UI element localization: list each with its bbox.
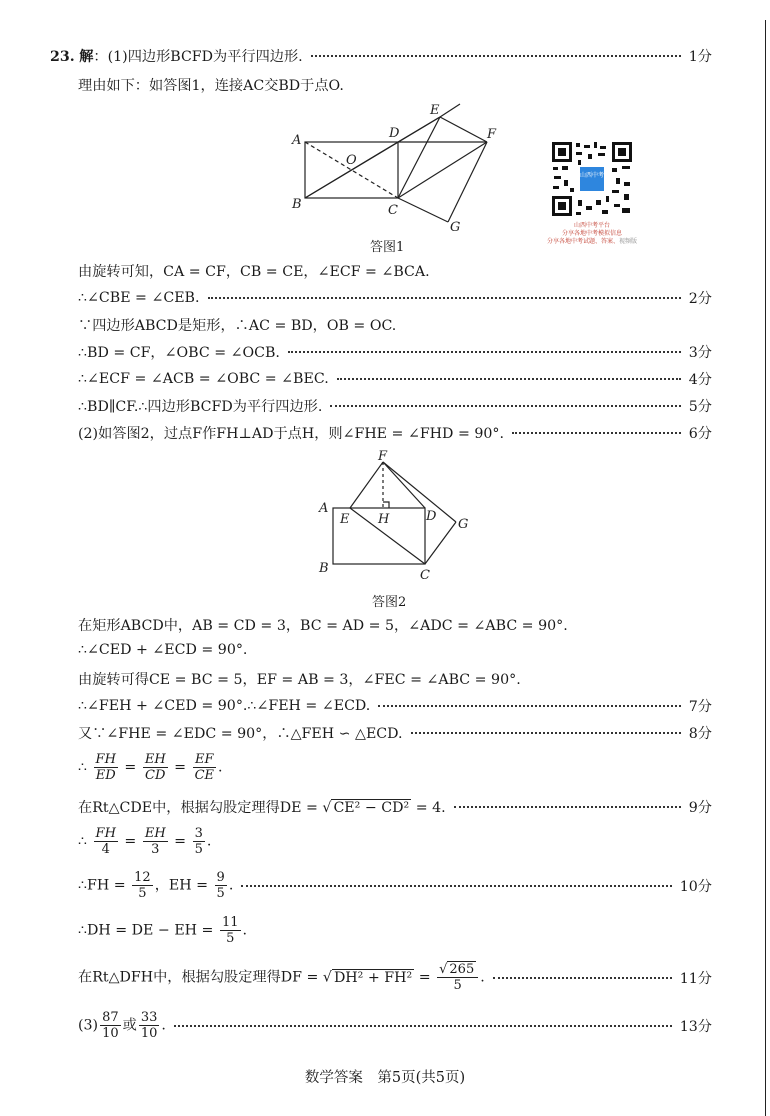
qr-line-2: 分享各地中考模拟信息 (561, 230, 622, 237)
fraction (139, 1010, 160, 1041)
line-text: 在矩形ABCD中，AB = CD = 3，BC = AD = 5，∠ADC = ∠ABC = 90°. (78, 618, 568, 634)
score: 11分 (679, 970, 712, 987)
denominator: 10 (140, 1026, 158, 1041)
figure-2-caption: 答图2 (372, 595, 407, 610)
line-text: = 4. (411, 800, 446, 816)
segment-ef (440, 117, 487, 142)
score: 1分 (688, 49, 712, 65)
label-G: G (458, 517, 469, 532)
denominator: 5 (216, 886, 225, 901)
fraction (94, 826, 118, 857)
label-E: E (340, 512, 350, 527)
numerator: 9 (216, 870, 225, 885)
score: 9分 (688, 800, 712, 816)
line-text: ∵四边形ABCD是矩形，∴AC = BD，OB = OC. (78, 318, 397, 334)
numerator: EH (144, 752, 166, 767)
label-E: E (430, 103, 440, 118)
line-text: 或 (122, 1017, 137, 1034)
numerator: EH (144, 826, 166, 841)
line-text: ：(1)四边形BCFD为平行四边形. (93, 49, 303, 65)
fraction (193, 826, 205, 857)
denominator: 5 (453, 978, 462, 993)
label-B: B (292, 197, 302, 212)
answer-line-11 (78, 642, 712, 658)
qr-line-4: 视频版 (619, 238, 638, 245)
label-C: C (388, 203, 398, 218)
denominator: ED (95, 768, 116, 783)
answer-label: 解 (79, 49, 94, 65)
denominator: 5 (194, 842, 203, 857)
fraction (100, 1010, 121, 1041)
figure-1-caption: 答图1 (370, 240, 405, 255)
answer-line-18: ∴FH = $\frac{12}{5}$ ，EH = $\frac{9}{5}$ . 10分 (78, 870, 712, 901)
numerator: 12 (134, 870, 151, 885)
answer-line-3 (78, 261, 712, 281)
right-angle-mark (383, 502, 389, 508)
extension-e (440, 104, 460, 117)
score: 10分 (679, 878, 712, 895)
fraction (94, 752, 118, 783)
qr-line-1: 山西中考平台 (573, 222, 610, 229)
therefore-sign: ∴ (78, 759, 88, 776)
line-text: ，EH = (154, 877, 213, 894)
denominator: 10 (102, 1026, 119, 1041)
line-text: 又∵∠FHE = ∠EDC = 90°，∴△FEH ∽ △ECD. (78, 726, 403, 742)
answer-line-21: (3) $\frac{87}{10}$ 或 $\frac{33}{10}$ . 13分 (78, 1010, 712, 1041)
line-text: ∴∠CED + ∠ECD = 90°. (78, 642, 248, 658)
qr-badge-text: 山西中考 (579, 172, 605, 179)
line-text: (3) (78, 1017, 99, 1034)
numerator: FH (95, 826, 116, 841)
line-text: 由旋转可知，CA = CF，CB = CE，∠ECF = ∠BCA. (78, 264, 430, 280)
answer-line-1 (50, 46, 712, 66)
segment-cg (398, 198, 448, 222)
answer-line-17: ∴ $\frac{FH}{4}$ = $\frac{EH}{3}$ = $\frac{3}{5}$ . (78, 826, 212, 857)
line-text: ∴BD = CF，∠OBC = ∠OCB. (78, 345, 280, 361)
answer-line-9 (78, 423, 712, 443)
score: 6分 (688, 426, 712, 442)
fraction (143, 826, 168, 857)
page-right-rule (765, 20, 766, 1116)
line-text: ∴BD∥CF.∴四边形BCFD为平行四边形. (78, 399, 323, 415)
answer-line-2 (78, 75, 712, 95)
line-text: 在Rt△DFH中，根据勾股定理得DF = (78, 969, 323, 986)
numerator: EF (195, 752, 214, 767)
label-F: F (378, 449, 388, 464)
answer-line-20: 在Rt△DFH中，根据勾股定理得DF = √ DH² + FH² = $\frac{√ 265}{5}$ . 11分 (78, 962, 712, 993)
answer-line-15: ∴ $\frac{FH}{ED}$ = $\frac{EH}{CD}$ = $\frac{EF}{CE}$ . (78, 752, 223, 783)
denominator: CD (145, 768, 166, 783)
label-B: B (319, 561, 329, 576)
denominator: 5 (226, 931, 235, 946)
score: 7分 (688, 699, 712, 715)
figure-1 (280, 98, 510, 238)
segment-ef (350, 462, 383, 508)
numerator: 87 (102, 1010, 119, 1025)
numerator: 33 (140, 1010, 158, 1025)
answer-line-12 (78, 669, 712, 689)
segment-cg (425, 522, 456, 564)
fraction (132, 870, 153, 901)
line-text: 由旋转可得CE = BC = 5，EF = AB = 3，∠FEC = ∠ABC = 90°. (78, 672, 521, 688)
answer-line-5 (78, 315, 712, 335)
fraction (220, 915, 241, 946)
line-text: = (414, 969, 436, 986)
numerator: 3 (194, 826, 203, 841)
fraction (215, 870, 227, 901)
line-text: ∴FH = (78, 877, 131, 894)
line-text: ∴∠CBE = ∠CEB. (78, 290, 200, 306)
problem-number: 23. (50, 49, 75, 65)
qr-caption (540, 222, 644, 246)
line-text: ∴∠ECF = ∠ACB = ∠OBC = ∠BEC. (78, 371, 329, 387)
label-A: A (319, 501, 329, 516)
score: 2分 (688, 291, 712, 307)
score: 5分 (688, 399, 712, 415)
line-text: ∴DH = DE − EH = (78, 922, 218, 939)
segment-be (305, 117, 440, 198)
answer-line-19: ∴DH = DE − EH = $\frac{11}{5}$ . (78, 915, 248, 946)
answer-line-7 (78, 369, 712, 389)
score: 8分 (688, 726, 712, 742)
numerator: 265 (449, 962, 475, 977)
score: 13分 (679, 1018, 712, 1035)
answer-line-4 (78, 288, 712, 308)
answer-line-10 (78, 615, 712, 635)
label-D: D (389, 126, 400, 141)
label-O: O (346, 153, 357, 168)
score: 4分 (688, 372, 712, 388)
fraction: $\frac{√ 265}{5}$ (437, 962, 478, 993)
label-F: F (487, 127, 497, 142)
label-H: H (378, 512, 390, 527)
radicand: DH² + FH² (333, 969, 413, 986)
page-footer: 数学答案 第5页(共5页) (304, 1070, 466, 1086)
score: 3分 (688, 345, 712, 361)
segment-fg (383, 462, 456, 522)
answer-line-6 (78, 342, 712, 362)
answer-line-13 (78, 696, 712, 716)
denominator: 3 (151, 842, 160, 857)
numerator: 11 (221, 915, 239, 930)
denominator: CE (194, 768, 215, 783)
line-text: 理由如下：如答图1，连接AC交BD于点O. (78, 78, 344, 94)
line-text: ∴∠FEH + ∠CED = 90°.∴∠FEH = ∠ECD. (78, 698, 371, 714)
label-D: D (426, 509, 437, 524)
qr-line-3: 分享各地中考试题、答案、 (546, 238, 619, 245)
denominator: 5 (138, 886, 147, 901)
fraction (193, 752, 216, 783)
therefore-sign: ∴ (78, 833, 88, 850)
qr-code (550, 140, 634, 218)
label-C: C (420, 568, 430, 583)
answer-line-8 (78, 396, 712, 416)
label-G: G (450, 220, 461, 235)
fraction (143, 752, 168, 783)
numerator: FH (95, 752, 116, 767)
figure-2 (310, 448, 485, 588)
answer-line-16: 在Rt△CDE中，根据勾股定理得DE = √ CE² − CD² = 4. 9分 (78, 797, 712, 817)
line-text: (2)如答图2，过点F作FH⊥AD于点H，则∠FHE = ∠FHD = 90°. (78, 426, 504, 442)
line-text: 在Rt△CDE中，根据勾股定理得DE = (78, 800, 323, 816)
answer-line-14 (78, 723, 712, 743)
label-A: A (292, 133, 302, 148)
segment-fd (383, 462, 425, 508)
radicand: CE² − CD² (333, 800, 410, 816)
denominator: 4 (101, 842, 110, 857)
